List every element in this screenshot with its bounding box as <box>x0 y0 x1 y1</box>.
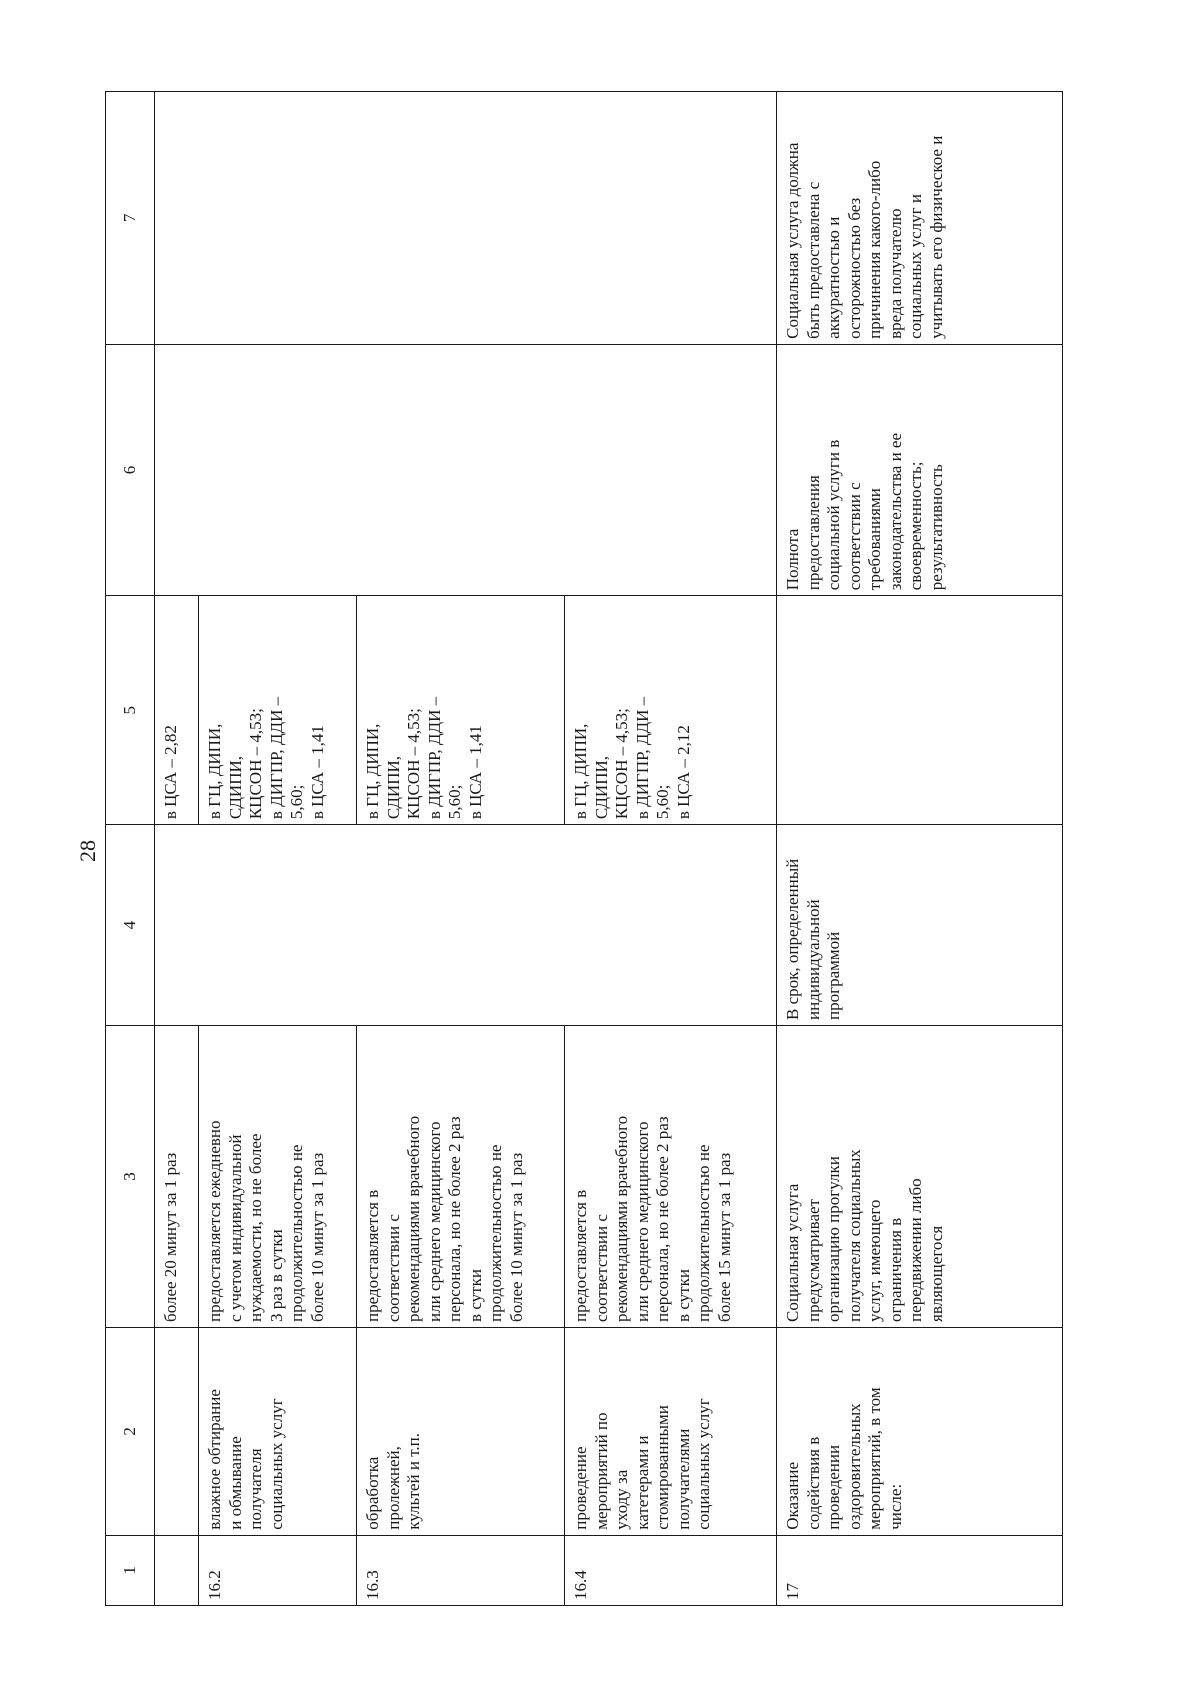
provision-conditions <box>155 92 199 345</box>
header-col-5: 5 <box>106 596 155 825</box>
table-row <box>155 92 199 1606</box>
service-term <box>565 825 777 1026</box>
service-name: обработка пролежней, культей и т.п. <box>357 1327 565 1535</box>
table-header-row <box>106 92 155 1606</box>
services-table <box>105 91 1063 1606</box>
service-name: влажное обтирание и обмывание получателя социальных услуг <box>199 1327 357 1535</box>
quality-indicators <box>199 344 357 595</box>
provision-conditions <box>357 92 565 345</box>
header-col-4: 4 <box>106 825 155 1026</box>
row-number: 16.4 <box>565 1535 777 1605</box>
service-description: предоставляется ежедневно с учетом индивидуальной нуждаемости, но не более 3 раз в сутки продолжительностью не более 10 минут за 1 раз <box>199 1025 357 1327</box>
header-col-3: 3 <box>106 1025 155 1327</box>
service-tariff: в ГЦ, ДИПИ, СДИПИ, КЦСОН – 4,53; в ДИГПР, ДДИ – 5,60; в ЦСА – 1,41 <box>199 596 357 825</box>
service-tariff: в ЦСА – 2,82 <box>155 596 199 825</box>
page-number: 28 <box>75 840 100 862</box>
service-term <box>155 825 199 1026</box>
header-col-7: 7 <box>106 92 155 345</box>
service-description: предоставляется в соответствии с рекомендациями врачебного или среднего медицинского персонала, но не более 2 раз в сутки продолжительностью не более 10 минут за 1 раз <box>357 1025 565 1327</box>
header-col-1: 1 <box>106 1535 155 1605</box>
service-term <box>357 825 565 1026</box>
row-number <box>155 1535 199 1605</box>
service-name: проведение мероприятий по уходу за катетерами и стомированными получателями социальных услуг <box>565 1327 777 1535</box>
table-row <box>199 92 357 1606</box>
quality-indicators: Полнота предоставления социальной услуги в соответствии с требованиями законодательства и ее своевременность; результативность <box>777 344 1063 595</box>
row-number: 17 <box>777 1535 1063 1605</box>
quality-indicators <box>357 344 565 595</box>
service-name <box>155 1327 199 1535</box>
provision-conditions <box>565 92 777 345</box>
table-row <box>357 92 565 1606</box>
services-table-rotated <box>105 91 1063 1606</box>
service-description: предоставляется в соответствии с рекомендациями врачебного или среднего медицинского персонала, но не более 2 раз в сутки продолжительностью не более 15 минут за 1 раз <box>565 1025 777 1327</box>
service-description: более 20 минут за 1 раз <box>155 1025 199 1327</box>
table-row <box>565 92 777 1606</box>
service-tariff: в ГЦ, ДИПИ, СДИПИ, КЦСОН – 4,53; в ДИГПР, ДДИ – 5,60; в ЦСА – 1,41 <box>357 596 565 825</box>
provision-conditions <box>199 92 357 345</box>
provision-conditions: Социальная услуга должна быть предоставлена с аккуратностью и осторожностью без причинения какого-либо вреда получателю социальных услуг и учитывать его физическое и <box>777 92 1063 345</box>
header-col-2: 2 <box>106 1327 155 1535</box>
service-term: В срок, определенный индивидуальной программой <box>777 825 1063 1026</box>
service-tariff <box>777 596 1063 825</box>
quality-indicators <box>565 344 777 595</box>
service-tariff: в ГЦ, ДИПИ, СДИПИ, КЦСОН – 4,53; в ДИГПР, ДДИ – 5,60; в ЦСА – 2,12 <box>565 596 777 825</box>
row-number: 16.3 <box>357 1535 565 1605</box>
service-description: Социальная услуга предусматривает организацию прогулки получателя социальных услуг, имеющего ограничения в передвижении либо являющегося <box>777 1025 1063 1327</box>
quality-indicators <box>155 344 199 595</box>
header-col-6: 6 <box>106 344 155 595</box>
service-term <box>199 825 357 1026</box>
service-name: Оказание содействия в проведении оздоровительных мероприятий, в том числе: <box>777 1327 1063 1535</box>
table-row <box>777 92 1063 1606</box>
row-number: 16.2 <box>199 1535 357 1605</box>
